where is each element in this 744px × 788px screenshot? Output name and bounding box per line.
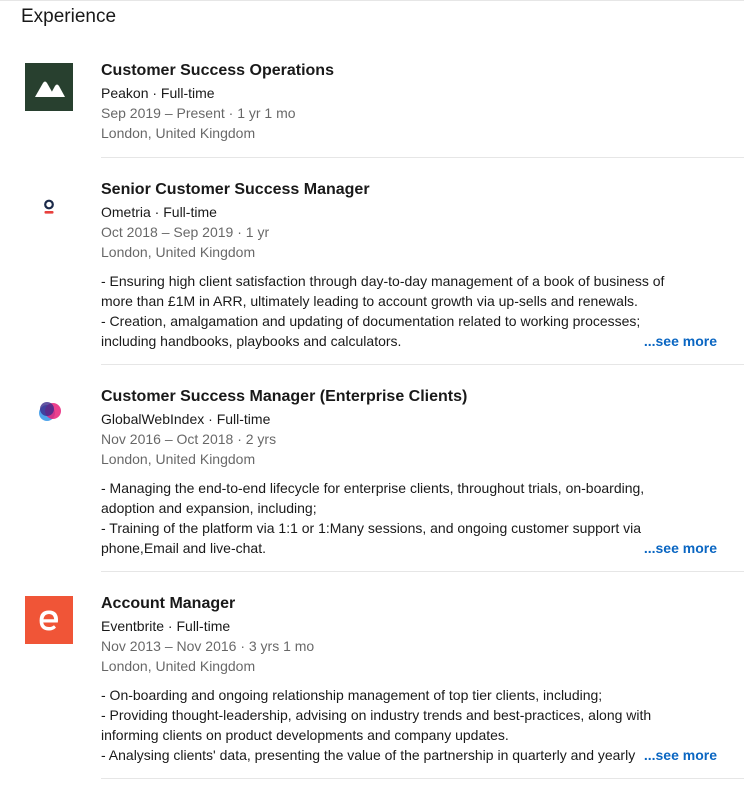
description-line: including handbooks, playbooks and calculators. — [101, 333, 402, 349]
experience-title[interactable]: Customer Success Operations — [101, 62, 334, 79]
experience-location: London, United Kingdom — [101, 451, 256, 467]
description-line: adoption and expansion, including; — [101, 500, 317, 516]
see-more-link[interactable]: ...see more — [643, 747, 717, 763]
description-line: informing clients on product developments and company updates. — [101, 727, 509, 743]
globalwebindex-logo-icon[interactable] — [25, 389, 73, 437]
experience-location: London, United Kingdom — [101, 244, 256, 260]
divider — [101, 778, 744, 779]
divider — [101, 571, 744, 572]
eventbrite-logo-icon[interactable] — [25, 596, 73, 644]
experience-location: London, United Kingdom — [101, 125, 256, 141]
description-line: - Training of the platform via 1:1 or 1:Many sessions, and ongoing customer support via — [101, 520, 642, 536]
experience-company: Ometria · Full-time — [101, 204, 217, 220]
ometria-logo-icon[interactable] — [25, 182, 73, 230]
top-border — [0, 0, 744, 1]
see-more-link[interactable]: ...see more — [643, 333, 717, 349]
experience-dates: Nov 2016 – Oct 2018 · 2 yrs — [101, 431, 277, 447]
description-line: phone,Email and live-chat. — [101, 540, 266, 556]
experience-dates: Oct 2018 – Sep 2019 · 1 yr — [101, 224, 270, 240]
divider — [101, 364, 744, 365]
experience-description — [101, 685, 721, 765]
divider — [101, 157, 744, 158]
experience-company: GlobalWebIndex · Full-time — [101, 411, 271, 427]
experience-description — [101, 478, 721, 558]
experience-title[interactable]: Account Manager — [101, 595, 236, 612]
experience-company: Peakon · Full-time — [101, 85, 215, 101]
description-line: - On-boarding and ongoing relationship management of top tier clients, including; — [101, 687, 603, 703]
description-line: - Analysing clients' data, presenting the value of the partnership in quarterly and yearly — [101, 747, 636, 763]
description-line: - Creation, amalgamation and updating of documentation related to working processes; — [101, 313, 641, 329]
experience-dates: Nov 2013 – Nov 2016 · 3 yrs 1 mo — [101, 638, 315, 654]
experience-dates: Sep 2019 – Present · 1 yr 1 mo — [101, 105, 296, 121]
description-line: - Managing the end-to-end lifecycle for enterprise clients, throughout trials, on-boarding, — [101, 480, 645, 496]
experience-location: London, United Kingdom — [101, 658, 256, 674]
description-line: - Ensuring high client satisfaction through day-to-day management of a book of business of — [101, 273, 665, 289]
experience-title[interactable]: Customer Success Manager (Enterprise Clients) — [101, 388, 468, 405]
experience-title[interactable]: Senior Customer Success Manager — [101, 181, 370, 198]
see-more-link[interactable]: ...see more — [643, 540, 717, 556]
experience-description — [101, 271, 721, 351]
experience-company: Eventbrite · Full-time — [101, 618, 231, 634]
description-line: more than £1M in ARR, ultimately leading to account growth via up-sells and renewals. — [101, 293, 638, 309]
peakon-logo-icon[interactable] — [25, 63, 73, 111]
description-line: - Providing thought-leadership, advising on industry trends and best-practices, along with — [101, 707, 652, 723]
section-title: Experience — [21, 6, 117, 27]
